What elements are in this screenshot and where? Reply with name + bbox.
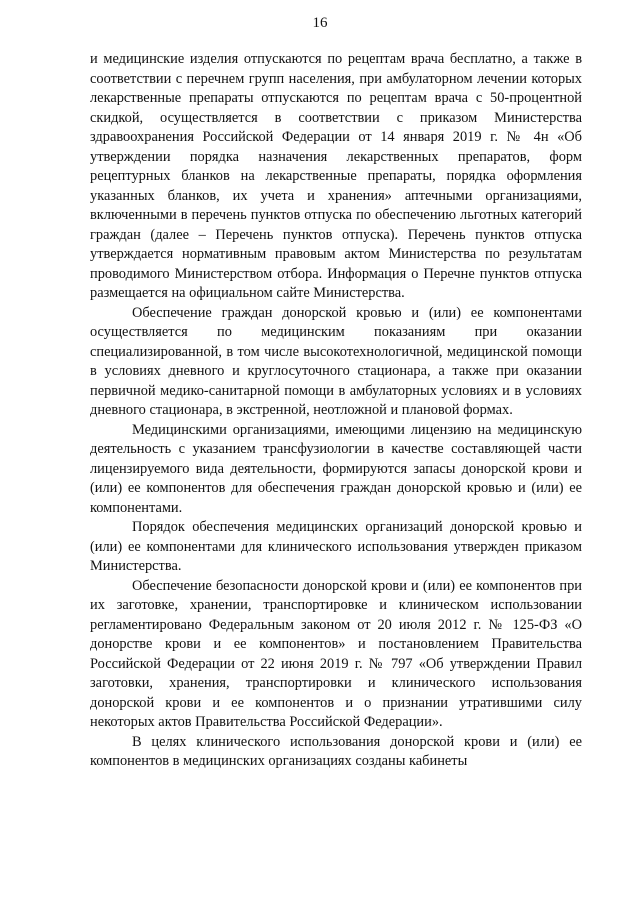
paragraph-blood-reserves: Медицинскими организациями, имеющими лицензию на медицинскую деятельность с указанием трансфузиологии в качестве составляющей части лицензируемого вида деятельности, формируются запасы донорской крови и (или) ее компонентов для обеспечения граждан донорской кровью и (или) ее компонентами. [90,421,582,516]
paragraph-clinical-use: В целях клинического использования донорской крови и (или) ее компонентов в медицинских организациях созданы кабинеты [90,733,582,769]
paragraph-donor-blood-provision: Обеспечение граждан донорской кровью и (или) ее компонентами осуществляется по медицинским показаниям при оказании специализированной, в том числе высокотехнологичной, медицинской помощи в условиях дневного и круглосуточного стационара, а также при оказании первичной медико-санитарной помощи в амбулаторных условиях и в условиях дневного стационара, в экстренной, неотложной и плановой формах. [90,304,582,418]
page-number: 16 [312,15,328,31]
paragraph-continuation: и медицинские изделия отпускаются по рецептам врача бесплатно, а также в соответствии с перечнем групп населения, при амбулаторном лечении которых лекарственные препараты отпускаются по рецептам врача с 50-процентной скидкой, осуществляется в соответствии с приказом Министерства здравоохранения Российской Федерации от 14 января 2019 г. № 4н «Об утверждении порядка назначения лекарственных препаратов, форм рецептурных бланков на лекарственные препараты, порядка оформления указанных бланков, их учета и хранения» аптечными организациями, включенными в перечень пунктов отпуска по обеспечению льготных категорий граждан (далее – Перечень пунктов отпуска). Перечень пунктов отпуска утверждается нормативным правовым актом Министерства по результатам проводимого Министерством отбора. Информация о Перечне пунктов отпуска размещается на официальном сайте Министерства. [90,51,582,301]
paragraph-supply-order: Порядок обеспечения медицинских организаций донорской кровью и (или) ее компонентами для клинического использования утвержден приказом Министерства. [90,519,582,574]
document-body [90,50,582,772]
paragraph-blood-safety: Обеспечение безопасности донорской крови и (или) ее компонентов при их заготовке, хранении, транспортировке и клиническом использовании регламентировано Федеральным законом от 20 июля 2012 г. № 125-ФЗ «О донорстве крови и ее компонентов» и постановлением Правительства Российской Федерации от 22 июня 2019 г. № 797 «Об утверждении Правил заготовки, хранения, транспортировки и клинического использования донорской крови и ее компонентов и о признании утратившими силу некоторых актов Правительства Российской Федерации». [90,577,582,730]
